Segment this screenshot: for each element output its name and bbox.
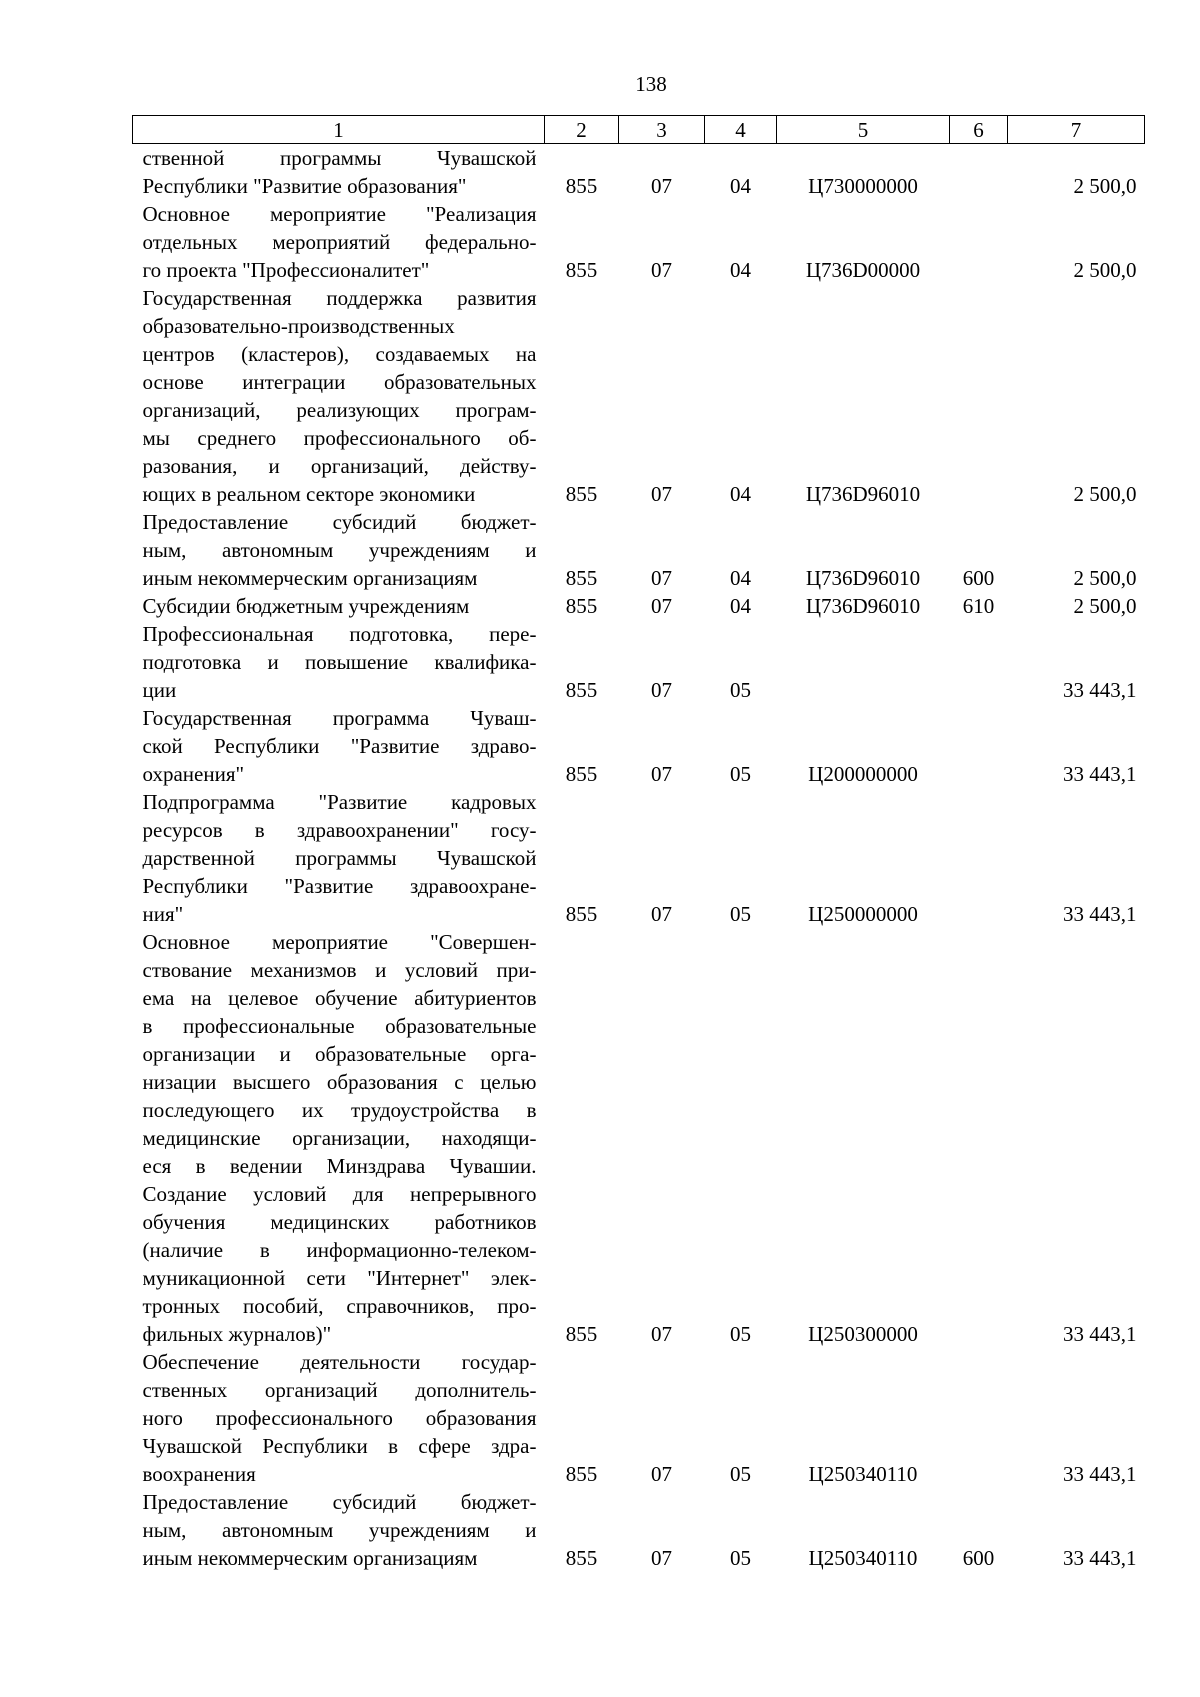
table-body [133,144,1145,1573]
target-article-code-cell [777,620,950,704]
amount-cell: 33 443,1 [1063,678,1137,702]
row-name-line: ющих в реальном секторе экономики [142,482,476,506]
subsection-code-cell: 05 [730,1546,751,1570]
row-name-cell [133,508,545,592]
header-cell-2: 2 [545,116,619,144]
row-name-line: (наличие в информационно-телеком- [142,1238,537,1262]
amount-cell: 33 443,1 [1063,902,1137,926]
expense-type-code-cell [950,704,1008,788]
ministry-code-cell: 855 [565,1462,598,1486]
ministry-code-cell: 855 [565,1546,598,1570]
row-name-line: подготовка и повышение квалифика- [142,650,537,674]
expense-type-code-cell [950,284,1008,508]
row-name-cell [133,200,545,284]
subsection-code-cell: 04 [730,594,751,618]
section-code-cell: 07 [651,678,672,702]
expense-type-code-cell: 600 [962,566,995,590]
row-name-line: Предоставление субсидий бюджет- [142,1490,537,1514]
row-name-line: Субсидии бюджетным учреждениям [142,594,470,618]
subsection-code-cell: 04 [730,566,751,590]
target-article-code-cell: Ц250340110 [808,1546,918,1570]
row-name-line: Подпрограмма "Развитие кадровых [142,790,537,814]
target-article-code-cell: Ц736D96010 [805,566,921,590]
header-cell-3: 3 [619,116,705,144]
section-code-cell: 07 [651,258,672,282]
target-article-code-cell: Ц730000000 [808,174,918,198]
ministry-code-cell: 855 [565,482,598,506]
amount-cell: 33 443,1 [1063,1462,1137,1486]
row-name-line: ресурсов в здравоохранении" госу- [142,818,537,842]
table-row [133,1488,1145,1572]
row-name-line: отдельных мероприятий федерально- [142,230,537,254]
subsection-code-cell: 05 [730,902,751,926]
row-name-line: последующего их трудоустройства в [142,1098,537,1122]
row-name-line: Республики "Развитие образования" [142,174,467,198]
row-name-line: Основное мероприятие "Реализация [142,202,537,226]
amount-cell: 2 500,0 [1073,482,1137,506]
header-cell-1: 1 [133,116,545,144]
section-code-cell: 07 [651,1546,672,1570]
row-name-cell [133,788,545,928]
amount-cell: 2 500,0 [1073,566,1137,590]
target-article-code-cell: Ц736D96010 [805,482,921,506]
row-name-line: основе интеграции образовательных [142,370,537,394]
expense-type-code-cell [950,144,1008,201]
row-name-cell [133,1348,545,1488]
row-name-line: ным, автономным учреждениям и [142,1518,537,1542]
row-name-line: ным, автономным учреждениям и [142,538,537,562]
table-row [133,200,1145,284]
row-name-line: Обеспечение деятельности государ- [142,1350,537,1374]
table-header [133,116,1145,144]
target-article-code-cell: Ц250340110 [808,1462,918,1486]
row-name-line: муникационной сети "Интернет" элек- [142,1266,537,1290]
row-name-line: иным некоммерческим организациям [142,566,478,590]
section-code-cell: 07 [651,594,672,618]
section-code-cell: 07 [651,566,672,590]
row-name-line: еся в ведении Минздрава Чувашии. [142,1154,537,1178]
ministry-code-cell: 855 [565,566,598,590]
page-number: 138 [635,72,667,96]
row-name-line: обучения медицинских работников [142,1210,537,1234]
row-name-line: разования, и организаций, действу- [142,454,537,478]
ministry-code-cell: 855 [565,174,598,198]
row-name-cell [133,928,545,1348]
row-name-line: ного профессионального образования [142,1406,537,1430]
subsection-code-cell: 05 [730,1462,751,1486]
expense-type-code-cell [950,1348,1008,1488]
expense-type-code-cell [950,620,1008,704]
expense-type-code-cell: 600 [962,1546,995,1570]
ministry-code-cell: 855 [565,678,598,702]
section-code-cell: 07 [651,482,672,506]
row-name-line: ственной программы Чувашской [142,146,537,170]
row-name-line: Республики "Развитие здравоохране- [142,874,537,898]
row-name-line: в профессиональные образовательные [142,1014,537,1038]
row-name-line: фильных журналов)" [142,1322,332,1346]
table-row [133,1348,1145,1488]
table-row [133,284,1145,508]
row-name-line: низации высшего образования с целью [142,1070,537,1094]
row-name-line: мы среднего профессионального об- [142,426,537,450]
amount-cell: 2 500,0 [1073,594,1137,618]
header-row [133,116,1145,144]
row-name-line: Чувашской Республики в сфере здра- [142,1434,537,1458]
header-cell-5: 5 [777,116,950,144]
section-code-cell: 07 [651,174,672,198]
row-name-cell [133,592,545,620]
row-name-cell [133,620,545,704]
row-name-line: воохранения [142,1462,256,1486]
row-name-cell [133,284,545,508]
section-code-cell: 07 [651,1322,672,1346]
amount-cell: 33 443,1 [1063,762,1137,786]
row-name-line: иным некоммерческим организациям [142,1546,478,1570]
row-name-line: ции [142,678,177,702]
row-name-line: организаций, реализующих програм- [142,398,537,422]
amount-cell: 2 500,0 [1073,174,1137,198]
expense-type-code-cell: 610 [962,594,995,618]
row-name-cell [133,704,545,788]
row-name-line: центров (кластеров), создаваемых на [142,342,537,366]
table-row [133,592,1145,620]
section-code-cell: 07 [651,762,672,786]
subsection-code-cell: 05 [730,1322,751,1346]
row-name-line: Профессиональная подготовка, пере- [142,622,537,646]
amount-cell: 33 443,1 [1063,1546,1137,1570]
subsection-code-cell: 04 [730,174,751,198]
expense-type-code-cell [950,788,1008,928]
table-row [133,704,1145,788]
row-name-line: медицинские организации, находящи- [142,1126,537,1150]
ministry-code-cell: 855 [565,1322,598,1346]
row-name-line: ема на целевое обучение абитуриентов [142,986,537,1010]
table-row [133,788,1145,928]
row-name-cell [133,144,545,201]
row-name-line: ской Республики "Развитие здраво- [142,734,537,758]
expense-type-code-cell [950,928,1008,1348]
row-name-line: го проекта "Профессионалитет" [142,258,430,282]
table-row [133,144,1145,201]
ministry-code-cell: 855 [565,902,598,926]
row-name-line: ственных организаций дополнитель- [142,1378,537,1402]
ministry-code-cell: 855 [565,762,598,786]
header-cell-6: 6 [950,116,1008,144]
section-code-cell: 07 [651,902,672,926]
expense-type-code-cell [950,200,1008,284]
row-name-line: Создание условий для непрерывного [142,1182,537,1206]
row-name-line: Предоставление субсидий бюджет- [142,510,537,534]
target-article-code-cell: Ц200000000 [808,762,918,786]
table-row [133,928,1145,1348]
target-article-code-cell: Ц736D96010 [805,594,921,618]
row-name-line: тронных пособий, справочников, про- [142,1294,537,1318]
row-name-line: ния" [142,902,184,926]
row-name-line: Государственная программа Чуваш- [142,706,537,730]
row-name-cell [133,1488,545,1572]
subsection-code-cell: 05 [730,762,751,786]
amount-cell: 33 443,1 [1063,1322,1137,1346]
row-name-line: Основное мероприятие "Совершен- [142,930,537,954]
row-name-line: Государственная поддержка развития [142,286,537,310]
row-name-line: охранения" [142,762,245,786]
section-code-cell: 07 [651,1462,672,1486]
target-article-code-cell: Ц736D00000 [805,258,921,282]
row-name-line: ствование механизмов и условий при- [142,958,537,982]
row-name-line: образовательно-производственных [142,314,455,338]
ministry-code-cell: 855 [565,594,598,618]
ministry-code-cell: 855 [565,258,598,282]
header-cell-7: 7 [1008,116,1145,144]
row-name-line: дарственной программы Чувашской [142,846,537,870]
header-cell-4: 4 [705,116,777,144]
budget-table [132,115,1145,1572]
row-name-line: организации и образовательные орга- [142,1042,537,1066]
table-row [133,620,1145,704]
target-article-code-cell: Ц250300000 [808,1322,918,1346]
target-article-code-cell: Ц250000000 [808,902,918,926]
subsection-code-cell: 04 [730,482,751,506]
subsection-code-cell: 04 [730,258,751,282]
table-row [133,508,1145,592]
subsection-code-cell: 05 [730,678,751,702]
amount-cell: 2 500,0 [1073,258,1137,282]
